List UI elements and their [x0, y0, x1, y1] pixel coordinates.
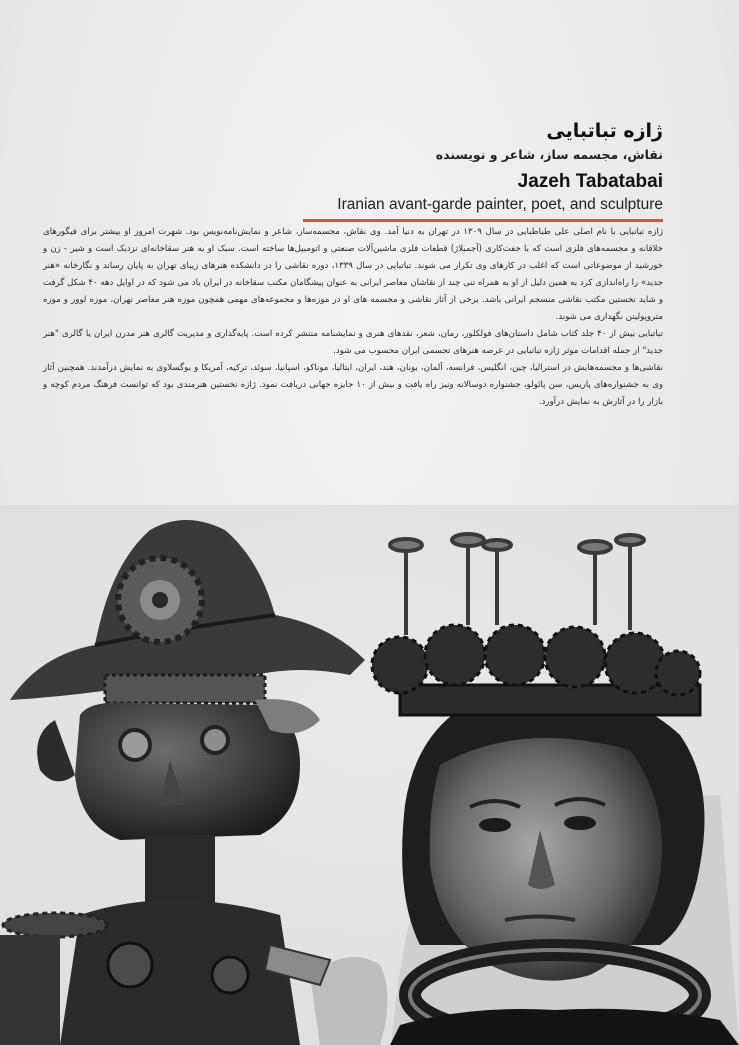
photo-illustration [0, 505, 739, 1045]
subtitle-persian: نقاش، مجسمه ساز، شاعر و نویسنده [435, 147, 663, 162]
page-title-english: Jazeh Tabatabai [517, 171, 663, 192]
paragraph-1: ژازه تباتبایی با نام اصلی علی طباطبایی در سال ۱۳۰۹ در تهران به دنیا آمد. وی نقاش، مجسمه‌ساز، شاعر و نمایش‌نامه‌نویس بود. شهرت امروز او بیشتر برای فیگورهای خلاقانه و مجسمه‌های فلزی است که با جفت‌کاری (آجمبلاژ) قطعات فلزی ماشین‌آلات صنعتی و اتومبیل‌ها ساخته است. سبک او به هنر سقاخانه‌ای نزدیک است و شیر - زن و خورشید از موضوعاتی است که اغلب در کارهای وی تکرار می شوند. تباتبایی در سال ۱۳۳۹، دوره نقاشی را در دانشکده هنرهای زیبای تهران به پایان رساند و نگارخانه «هنر جدید» را راه‌اندازی کرد به همین دلیل از او به همراه تنی چند از نقاشان معاصر ایرانی به عنوان پیشگامان مکتب سقاخانه در ایران یاد می شود که در اوایل دهه ۴۰ شکل گرفت و شاید نخستین مکتب نقاشی منسجم ایرانی باشد. برخی از آثار نقاشی و مجسمه های او در موزه‌ها و مجموعه‌های مهمی همچون موزه هنر معاصر تهران، موزه لوور و موزه متروپولیتن نگهداری می شوند. [43, 227, 664, 322]
header [303, 118, 663, 222]
biography-text [43, 224, 663, 411]
paragraph-2: تباتبایی بیش از ۴۰ جلد کتاب شامل داستان‌های فولکلور، رمان، شعر، نقدهای هنری و نمایشنامه منتشر کرده است. پایه‌گذاری و مدیریت گالری هنر مدرن ایران یا گالری "هنر جدید" از جمله اقدامات موثر ژازه تباتبایی در عرصه هنرهای تجسمی ایران محسوب می شود. [43, 329, 663, 356]
accent-rule [303, 219, 663, 222]
page-title-persian: ژازه تباتبایی [546, 120, 663, 142]
paragraph-3: نقاشی‌ها و مجسمه‌هایش در استرالیا، چین، انگلیس، فرانسه، آلمان، یونان، هند، ایران، ایتالیا، موناکو، اسپانیا، سوئد، ترکیه، آمریکا و یوگسلاوی به نمایش درآمدند. همچنین آثار وی به جشنواره‌های پاریس، سن پائولو، جشنواره دوسالانه ونیز راه یافت و بیش از ۱۰ جایزه جهانی دریافت نمود. ژازه نخستین هنرمندی بود که توانست فرهنگ مردم کوچه و بازار را در آثارش به نمایش درآورد. [43, 363, 663, 407]
artist-photo [0, 505, 739, 1045]
subtitle-english: Iranian avant-garde painter, poet, and sculpture [337, 196, 663, 213]
